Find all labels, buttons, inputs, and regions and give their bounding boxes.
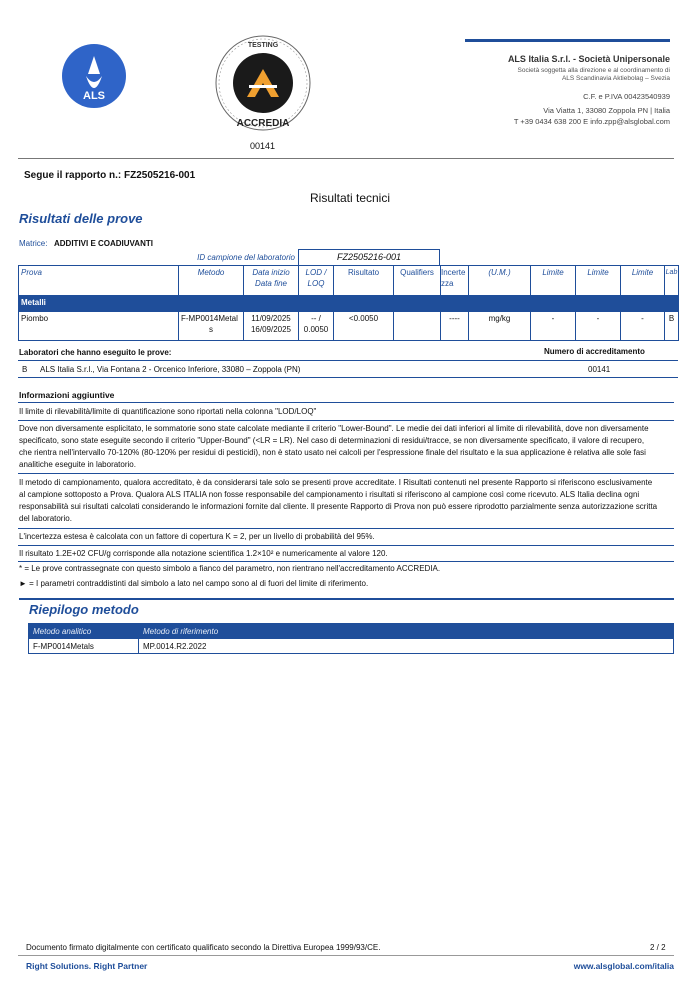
- lab-name: ALS Italia S.r.l., Via Fontana 2 - Orcenico Inferiore, 33080 – Zoppola (PN): [40, 365, 301, 374]
- col-risultato: Risultato: [334, 266, 394, 296]
- cell-limite-2: -: [576, 312, 621, 341]
- results-table: [18, 265, 679, 341]
- matrice-label: Matrice:: [19, 239, 48, 248]
- accredia-top-text: TESTING: [247, 42, 279, 49]
- company-sub-line-2: ALS Scandinavia Aktiebolag – Svezia: [561, 75, 670, 82]
- col-metodo: Metodo: [179, 266, 244, 296]
- lab-code: B: [22, 365, 28, 374]
- col-um: (U.M.): [469, 266, 531, 296]
- als-logo: [62, 44, 126, 108]
- col-incertezza: [441, 266, 469, 296]
- col-metodo-riferimento: Metodo di riferimento: [139, 624, 674, 639]
- note-lower-bound: Dove non diversamente esplicitato, le sommatorie sono state calcolate mediante il criterio "Lower-Bound". Le medie dei dati inferiori al limite di rilevabilità, dove non diversamente specificato, sono state eseguite secondo il criterio "Upper-Bound" (<LR = LR). Nel caso di determinazioni di residui/tracce, se non diversamente specificato, il valore di recupero, che rientra nell'intervallo 70-120% (80-120% per residui di pesticidi), non è stato usato nei calcoli per l'espressione finale del risultato e la sua applicazione è relativa alle sole fasi analitiche eseguite in laboratorio.: [19, 424, 649, 469]
- riepilogo-title: Riepilogo metodo: [29, 602, 139, 617]
- riepilogo-rule: [19, 598, 674, 600]
- digital-signature-note: Documento firmato digitalmente con certificato qualificato secondo la Direttiva Europea 1999/93/CE.: [26, 943, 381, 952]
- cell-prova: Piombo: [19, 312, 179, 341]
- sample-id-label: ID campione del laboratorio: [197, 253, 295, 262]
- cell-lod: -- /: [311, 314, 321, 323]
- company-contacts[interactable]: T +39 0434 638 200 E info.zpp@alsglobal.com: [513, 117, 670, 126]
- note-incertezza: L'incertezza estesa è calcolata con un fattore di copertura K = 2, per un livello di probabilità del 95%.: [19, 532, 375, 541]
- col-loq: LOQ: [307, 279, 325, 288]
- info-divider: [18, 473, 674, 474]
- cell-incertezza: ----: [441, 312, 469, 341]
- labs-header: Laboratori che hanno eseguito le prove:: [19, 348, 172, 357]
- cell-qualifiers: [394, 312, 441, 341]
- col-prova: Prova: [19, 266, 179, 296]
- col-lod-loq: [299, 266, 334, 296]
- report-subtitle: Risultati tecnici: [309, 191, 391, 205]
- company-name: ALS Italia S.r.l. - Società Unipersonale: [507, 54, 670, 64]
- company-subtitle: [440, 67, 670, 83]
- note-campionamento: Il metodo di campionamento, qualora accreditato, è da considerarsi tale solo se presenti prove accreditate. I Risultati contenuti nel presente Rapporto si riferiscono esclusivamente al campione sottoposto a Prova. Qualora ALS ITALIA non fosse responsabile del campionamento i risultati si riferiscono al campione così come ricevuto. ALS Italia declina ogni responsabilità sui risultati calcolati considerando le informazioni fornite dal cliente. Il presente Rapporto di Prova non può essere riprodotto parzialmente senza autorizzazione scritta del laboratorio.: [19, 478, 658, 523]
- results-header-row: [19, 266, 679, 296]
- col-limite-2: Limite: [576, 266, 621, 296]
- table-row: [19, 312, 679, 341]
- cell-risultato: <0.0050: [334, 312, 394, 341]
- col-incertezza-1: Incerte: [441, 268, 466, 277]
- company-address: [420, 105, 670, 127]
- table-row: [29, 639, 674, 654]
- note-asterisk: * = Le prove contrassegnate con questo simbolo a fianco del parametro, non rientrano nell'accreditamento ACCREDIA.: [19, 564, 441, 573]
- cell-limite-3: -: [621, 312, 665, 341]
- cell-limite-1: -: [531, 312, 576, 341]
- cell-metodo: [179, 312, 244, 341]
- methods-header-row: [29, 624, 674, 639]
- col-date: [244, 266, 299, 296]
- group-row: [19, 296, 679, 312]
- company-tax-id: C.F. e P.IVA 00423540939: [583, 92, 670, 101]
- company-address-line-1: Via Viatta 1, 33080 Zoppola PN | Italia: [543, 106, 670, 115]
- cell-lod-loq: [299, 312, 334, 341]
- methods-table: [28, 623, 674, 654]
- cell-metodo-riferimento: MP.0014.R2.2022: [139, 639, 674, 654]
- col-limite-3: Limite: [621, 266, 665, 296]
- cell-metodo-2: s: [209, 325, 213, 334]
- report-continuation: Segue il rapporto n.: FZ2505216-001: [24, 170, 196, 181]
- col-lod: LOD /: [305, 268, 327, 277]
- cell-date: [244, 312, 299, 341]
- note-arrow: ► = I parametri contraddistinti dal simbolo a lato nel campo sono al di fuori del limite di riferimento.: [19, 579, 369, 588]
- footer-website-link[interactable]: www.alsglobal.com/italia: [573, 961, 674, 971]
- lab-accreditation-number: 00141: [588, 365, 611, 374]
- cell-loq: 0.0050: [303, 325, 329, 334]
- cell-metodo-analitico: F-MP0014Metals: [29, 639, 139, 654]
- col-lab: Lab: [665, 266, 679, 296]
- accredia-logo: [213, 33, 313, 133]
- info-divider: [18, 528, 674, 529]
- cell-data-fine: 16/09/2025: [250, 325, 292, 334]
- sample-id-value: FZ2505216-001: [298, 249, 440, 266]
- col-data-fine: Data fine: [254, 279, 288, 288]
- cell-lab: B: [665, 312, 679, 341]
- note-cfu: Il risultato 1.2E+02 CFU/g corrisponde alla notazione scientifica 1.2×10² e numericamente al valore 120.: [19, 549, 388, 558]
- col-metodo-analitico: Metodo analitico: [29, 624, 139, 639]
- header-rule: [465, 39, 670, 42]
- note-lod-loq: Il limite di rilevabilità/limite di quantificazione sono riportati nella colonna "LOD/LOQ": [19, 407, 317, 416]
- info-header: Informazioni aggiuntive: [19, 390, 115, 400]
- header-divider: [18, 158, 674, 159]
- info-divider: [18, 402, 674, 403]
- cell-metodo-1: F-MP0014Metal: [181, 314, 238, 323]
- company-sub-line-1: Società soggetta alla direzione e al coordinamento di: [517, 67, 670, 74]
- col-qualifiers: Qualifiers: [394, 266, 441, 296]
- footer-slogan: Right Solutions. Right Partner: [26, 961, 148, 971]
- als-logo-text: ALS: [83, 90, 105, 102]
- matrice-value: ADDITIVI E COADIUVANTI: [54, 239, 153, 248]
- col-incertezza-2: zza: [441, 279, 454, 288]
- info-divider: [18, 561, 674, 562]
- accreditation-number: 00141: [250, 141, 276, 151]
- accreditation-header: Numero di accreditamento: [544, 347, 645, 356]
- group-metalli: Metalli: [19, 296, 679, 312]
- section-title: Risultati delle prove: [19, 211, 143, 226]
- accredia-bottom-text: ACCREDIA: [236, 118, 290, 129]
- cell-data-inizio: 11/09/2025: [251, 314, 291, 323]
- cell-um: mg/kg: [469, 312, 531, 341]
- info-divider: [18, 545, 674, 546]
- footer-rule: [18, 955, 674, 956]
- col-limite-1: Limite: [531, 266, 576, 296]
- info-divider: [18, 420, 674, 421]
- page-number: 2 / 2: [650, 943, 666, 952]
- col-data-inizio: Data inizio: [252, 268, 290, 277]
